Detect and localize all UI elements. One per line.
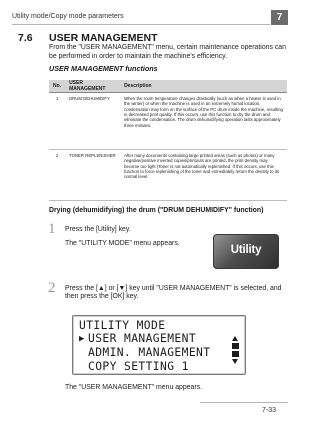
row-function-name: DRUM DEHUMIDIFY xyxy=(65,93,120,150)
lcd-display-illustration xyxy=(72,315,246,375)
functions-subheading: USER MANAGEMENT functions xyxy=(49,64,158,73)
chapter-badge: 7 xyxy=(271,10,288,25)
utility-key-label: Utility xyxy=(230,244,262,256)
user-management-table xyxy=(49,80,287,201)
row-description: When the room temperature changes drastically (such as when a heater is used in the winter) or when the machine is used in an extremely humid location, condensation may form on the surface of the PC drum inside the machine, resulting in decreased print quality. If this occurs, use this function to dry the drum and eliminate the condensation. The drum dehumidifying operation lasts approximately three minutes. xyxy=(120,93,287,150)
section-title: USER MANAGEMENT xyxy=(49,32,158,44)
lcd-line: COPY SETTING 1 xyxy=(88,360,189,373)
page-header xyxy=(12,10,288,26)
column-header-description: Description xyxy=(120,80,287,93)
section-number: 7.6 xyxy=(18,32,33,44)
table-row xyxy=(49,93,287,150)
lcd-line-selected: USER MANAGEMENT xyxy=(88,332,197,345)
step-result: The "UTILITY MODE" menu appears. xyxy=(65,240,180,247)
footer-rule xyxy=(200,402,288,403)
column-header-no: No. xyxy=(49,80,65,93)
column-header-name: USER MANAGEMENT xyxy=(65,80,120,93)
step-number: 2 xyxy=(48,280,56,296)
procedure-title: Drying (dehumidifying) the drum ("DRUM DEHUMIDIFY" function) xyxy=(49,207,264,214)
row-description: After many documents containing large printed areas (such as photos) or many negative/positive inverted copies/printouts are printed, the print density may become too light (Toner is not automatically replenished. If this occurs, use this function to force replenishing of the toner and immediately return the density to its normal level. xyxy=(120,150,287,201)
header-rule xyxy=(12,24,270,25)
lcd-scroll-indicator-icon xyxy=(232,336,239,364)
page-number: 7-33 xyxy=(262,407,277,414)
table-header-row xyxy=(49,80,287,93)
lcd-line: ADMIN. MANAGEMENT xyxy=(88,346,211,359)
lcd-selection-cursor: ▶ xyxy=(79,334,85,344)
step-instruction: Press the [▲] or [▼] key until "USER MANAGEMENT" is selected, and then press the [OK] key. xyxy=(65,285,282,301)
row-number: 1 xyxy=(49,93,65,150)
step-number: 1 xyxy=(48,221,56,237)
row-number: 2 xyxy=(49,150,65,201)
lcd-line-title: UTILITY MODE xyxy=(79,319,166,332)
header-title: Utility mode/Copy mode parameters xyxy=(12,13,124,20)
step-instruction: Press the [Utility] key. xyxy=(65,226,131,233)
table-row xyxy=(49,150,287,201)
step-result: The "USER MANAGEMENT" menu appears. xyxy=(65,384,203,391)
intro-paragraph: From the "USER MANAGEMENT" menu, certain maintenance operations can be performed in order to maintain the machine's efficiency. xyxy=(49,44,286,60)
utility-key-illustration xyxy=(213,234,279,269)
row-function-name: TONER REPLENISHER xyxy=(65,150,120,201)
